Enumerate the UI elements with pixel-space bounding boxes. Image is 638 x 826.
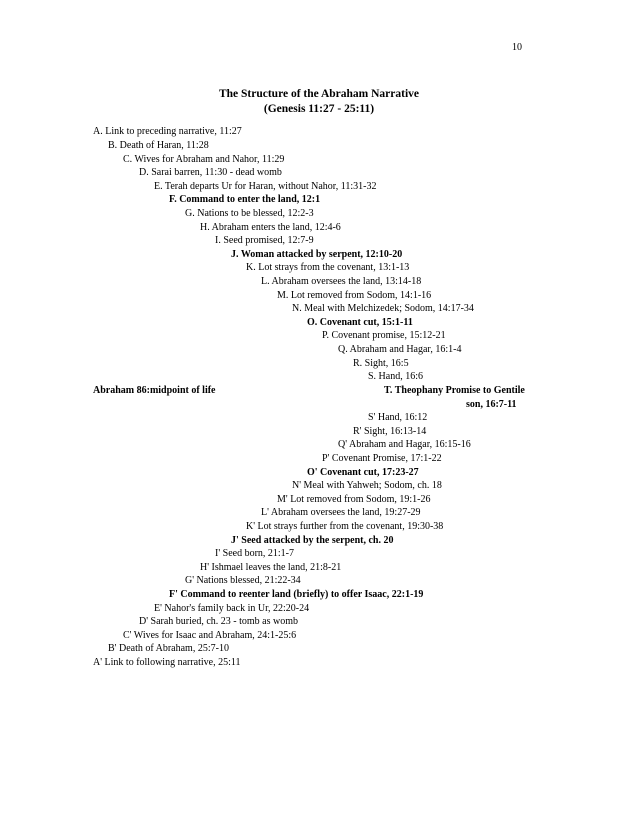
line-n: N. Meal with Melchizedek; Sodom, 14:17-34 bbox=[292, 303, 474, 314]
line-s: S. Hand, 16:6 bbox=[368, 371, 423, 382]
midpoint-note: Abraham 86:midpoint of life bbox=[93, 385, 216, 396]
line-q: Q. Abraham and Hagar, 16:1-4 bbox=[338, 344, 462, 355]
line-g-prime: G' Nations blessed, 21:22-34 bbox=[185, 575, 301, 586]
line-e-prime: E' Nahor's family back in Ur, 22:20-24 bbox=[154, 603, 310, 614]
line-t: T. Theophany Promise to Gentile bbox=[384, 385, 525, 396]
line-l-prime: L' Abraham oversees the land, 19:27-29 bbox=[261, 507, 421, 518]
line-s-prime: S' Hand, 16:12 bbox=[368, 412, 428, 423]
line-h: H. Abraham enters the land, 12:4-6 bbox=[200, 222, 341, 233]
line-o-prime: O' Covenant cut, 17:23-27 bbox=[307, 467, 419, 478]
line-m: M. Lot removed from Sodom, 14:1-16 bbox=[277, 290, 432, 301]
line-d: D. Sarai barren, 11:30 - dead womb bbox=[139, 167, 282, 178]
line-p: P. Covenant promise, 15:12-21 bbox=[322, 330, 446, 341]
line-q-prime: Q' Abraham and Hagar, 16:15-16 bbox=[338, 439, 471, 450]
line-f-prime: F' Command to reenter land (briefly) to offer Isaac, 22:1-19 bbox=[169, 589, 424, 600]
line-a: A. Link to preceding narrative, 11:27 bbox=[93, 126, 242, 137]
line-k: K. Lot strays from the covenant, 13:1-13 bbox=[246, 262, 410, 273]
line-c-prime: C' Wives for Isaac and Abraham, 24:1-25:6 bbox=[123, 630, 297, 641]
line-b: B. Death of Haran, 11:28 bbox=[108, 140, 209, 151]
line-b-prime: B' Death of Abraham, 25:7-10 bbox=[108, 643, 229, 654]
line-e: E. Terah departs Ur for Haran, without Nahor, 11:31-32 bbox=[154, 181, 377, 192]
line-r-prime: R' Sight, 16:13-14 bbox=[353, 426, 427, 437]
line-j: J. Woman attacked by serpent, 12:10-20 bbox=[231, 249, 403, 260]
line-r: R. Sight, 16:5 bbox=[353, 358, 409, 369]
line-k-prime: K' Lot strays further from the covenant, 19:30-38 bbox=[246, 521, 444, 532]
line-f: F. Command to enter the land, 12:1 bbox=[169, 194, 321, 205]
line-c: C. Wives for Abraham and Nahor, 11:29 bbox=[123, 154, 285, 165]
document-title: The Structure of the Abraham Narrative bbox=[218, 88, 420, 100]
line-t-continued: son, 16:7-11 bbox=[466, 399, 517, 410]
line-l: L. Abraham oversees the land, 13:14-18 bbox=[261, 276, 422, 287]
line-g: G. Nations to be blessed, 12:2-3 bbox=[185, 208, 314, 219]
line-a-prime: A' Link to following narrative, 25:11 bbox=[93, 657, 241, 668]
line-j-prime: J' Seed attacked by the serpent, ch. 20 bbox=[231, 535, 394, 546]
line-n-prime: N' Meal with Yahweh; Sodom, ch. 18 bbox=[292, 480, 442, 491]
document-subtitle: (Genesis 11:27 - 25:11) bbox=[263, 103, 375, 115]
line-d-prime: D' Sarah buried, ch. 23 - tomb as womb bbox=[139, 616, 298, 627]
page-number: 10 bbox=[512, 42, 522, 53]
line-m-prime: M' Lot removed from Sodom, 19:1-26 bbox=[277, 494, 431, 505]
line-h-prime: H' Ishmael leaves the land, 21:8-21 bbox=[200, 562, 342, 573]
line-p-prime: P' Covenant Promise, 17:1-22 bbox=[322, 453, 442, 464]
line-i-prime: I' Seed born, 21:1-7 bbox=[215, 548, 295, 559]
line-i: I. Seed promised, 12:7-9 bbox=[215, 235, 314, 246]
line-o: O. Covenant cut, 15:1-11 bbox=[307, 317, 413, 328]
